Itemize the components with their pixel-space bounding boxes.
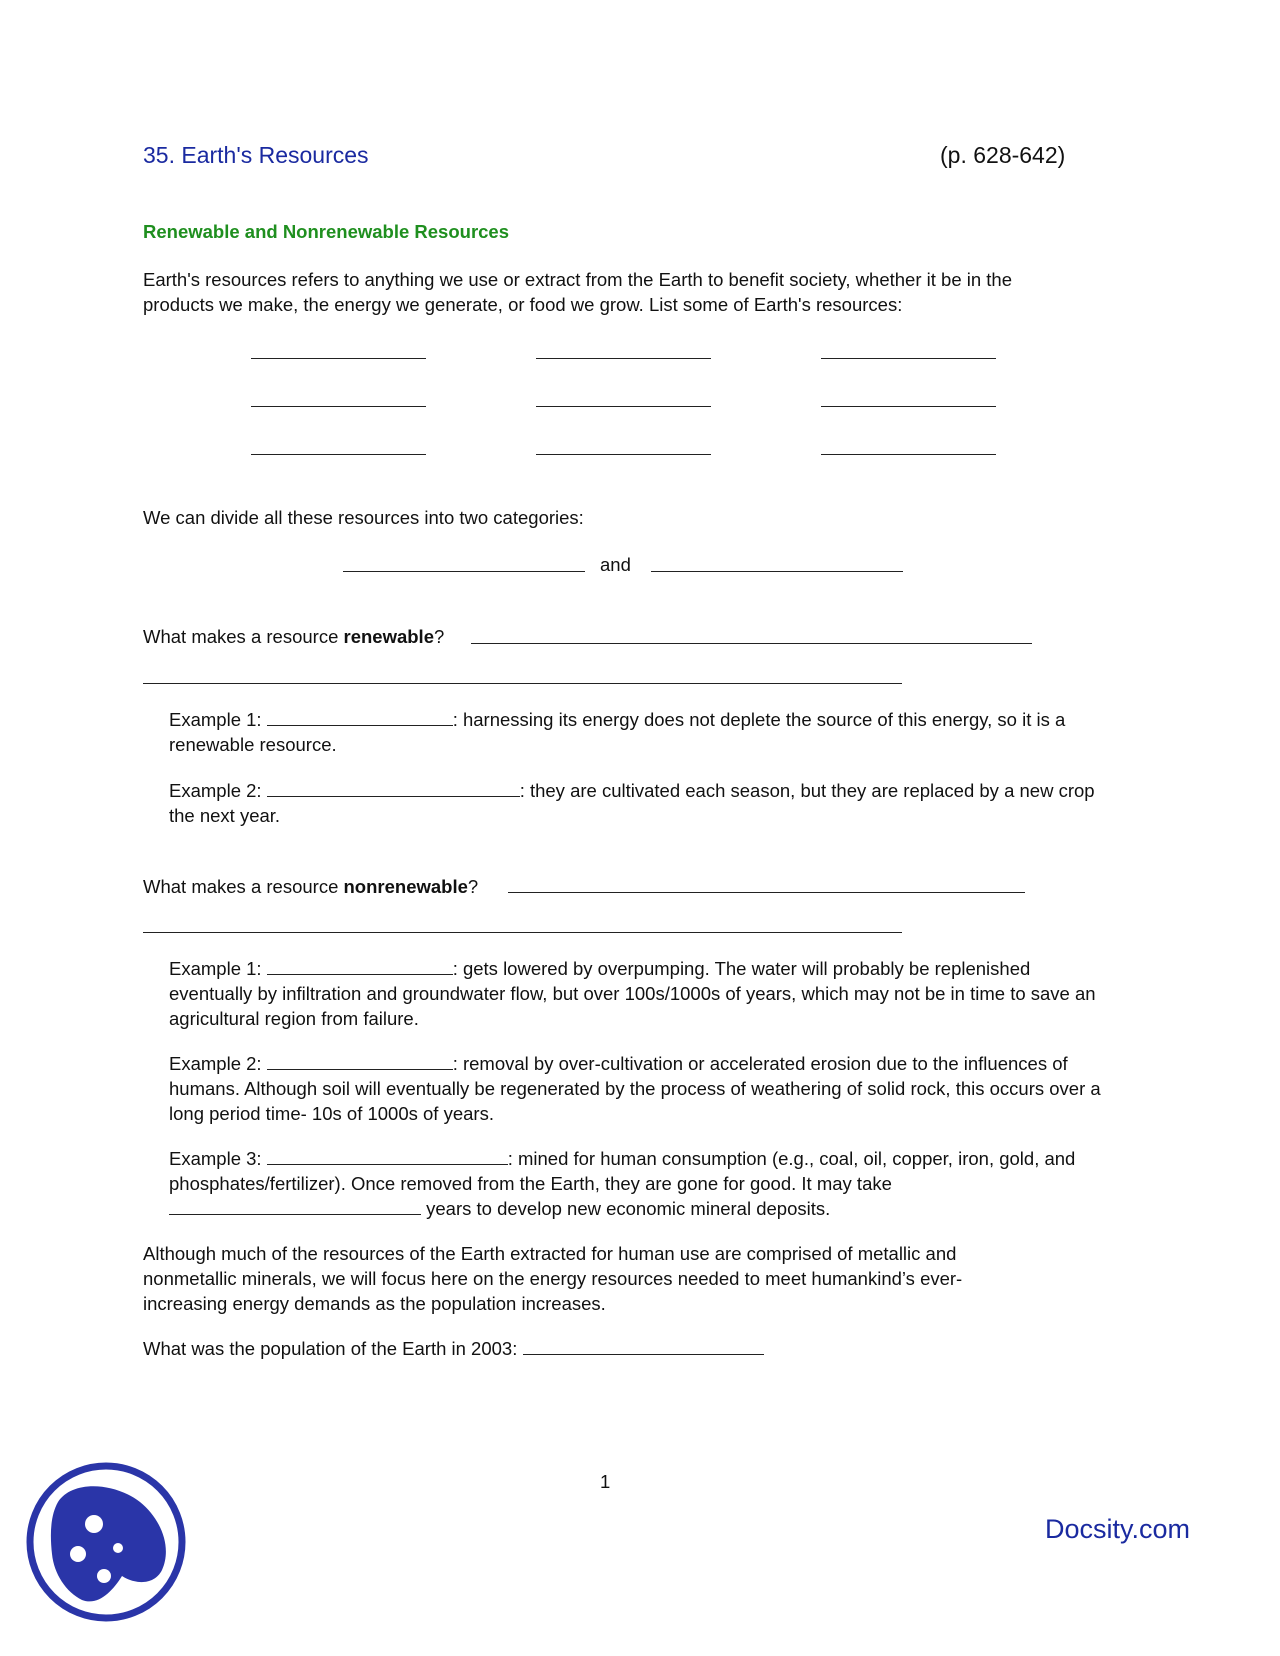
renewable-example-2-blank[interactable]	[267, 780, 520, 797]
nonrenewable-example-1: Example 1: : gets lowered by overpumping. The water will probably be replenished eventually by infiltration and groundwater flow, but over 100s/1000s of years, which may not be in time to save an agricultural region from failure.	[169, 958, 1096, 1029]
section-heading: Renewable and Nonrenewable Resources	[143, 221, 510, 242]
resource-blank[interactable]	[251, 406, 426, 407]
resource-blank[interactable]	[251, 358, 426, 359]
resource-blank[interactable]	[821, 454, 996, 455]
closing-paragraph: Although much of the resources of the Earth extracted for human use are comprised of metallic and nonmetallic minerals, we will focus here on the energy resources needed to meet humankind’s ever-increasing energy demands as the population increases.	[143, 1243, 963, 1314]
nonrenewable-example-3: Example 3: : mined for human consumption (e.g., coal, oil, copper, iron, gold, and phosphates/fertilizer). Once removed from the Earth, they are gone for good. It may take years to develop new economic mineral deposits.	[169, 1148, 1076, 1219]
resource-blank[interactable]	[251, 454, 426, 455]
renewable-example-2: Example 2: : they are cultivated each season, but they are replaced by a new crop the next year.	[169, 780, 1095, 826]
categories-and: and	[600, 554, 631, 575]
resource-blank[interactable]	[821, 358, 996, 359]
docsity-brand[interactable]: Docsity.com	[1045, 1514, 1191, 1544]
nonrenewable-answer-blank-1[interactable]	[508, 892, 1025, 893]
renewable-answer-blank-1[interactable]	[471, 643, 1032, 644]
nonrenewable-answer-blank-2[interactable]	[143, 932, 902, 933]
categories-text: We can divide all these resources into two categories:	[143, 507, 584, 528]
nonrenewable-example-3-blank[interactable]	[267, 1148, 508, 1165]
nonrenewable-question: What makes a resource nonrenewable?	[143, 876, 479, 897]
resource-blank[interactable]	[536, 454, 711, 455]
population-answer-blank[interactable]	[523, 1338, 764, 1355]
resource-blank[interactable]	[536, 406, 711, 407]
renewable-example-1: Example 1: : harnessing its energy does not deplete the source of this energy, so it is a renewable resource.	[169, 709, 1066, 755]
renewable-answer-blank-2[interactable]	[143, 683, 902, 684]
resource-blank[interactable]	[536, 358, 711, 359]
category-blank-2[interactable]	[651, 571, 903, 572]
nonrenewable-example-2-blank[interactable]	[267, 1053, 453, 1070]
mineral-years-blank[interactable]	[169, 1198, 421, 1215]
docsity-logo	[22, 1458, 190, 1626]
renewable-example-1-blank[interactable]	[267, 709, 453, 726]
page-range: (p. 628-642)	[940, 142, 1066, 168]
page-title: 35. Earth's Resources	[143, 142, 369, 168]
nonrenewable-example-2: Example 2: : removal by over-cultivation or accelerated erosion due to the influences of humans. Although soil will eventually be regenerated by the process of weathering of solid rock, this occurs over a long period time- 10s of 1000s of years.	[169, 1053, 1101, 1124]
category-blank-1[interactable]	[343, 571, 585, 572]
population-question: What was the population of the Earth in 2003:	[143, 1336, 764, 1361]
intro-paragraph: Earth's resources refers to anything we use or extract from the Earth to benefit society, whether it be in the products we make, the energy we generate, or food we grow. List some of Earth's resources:	[143, 269, 1013, 315]
renewable-question: What makes a resource renewable?	[143, 626, 445, 647]
resource-blank[interactable]	[821, 406, 996, 407]
nonrenewable-example-1-blank[interactable]	[267, 958, 453, 975]
page-number: 1	[600, 1471, 611, 1492]
